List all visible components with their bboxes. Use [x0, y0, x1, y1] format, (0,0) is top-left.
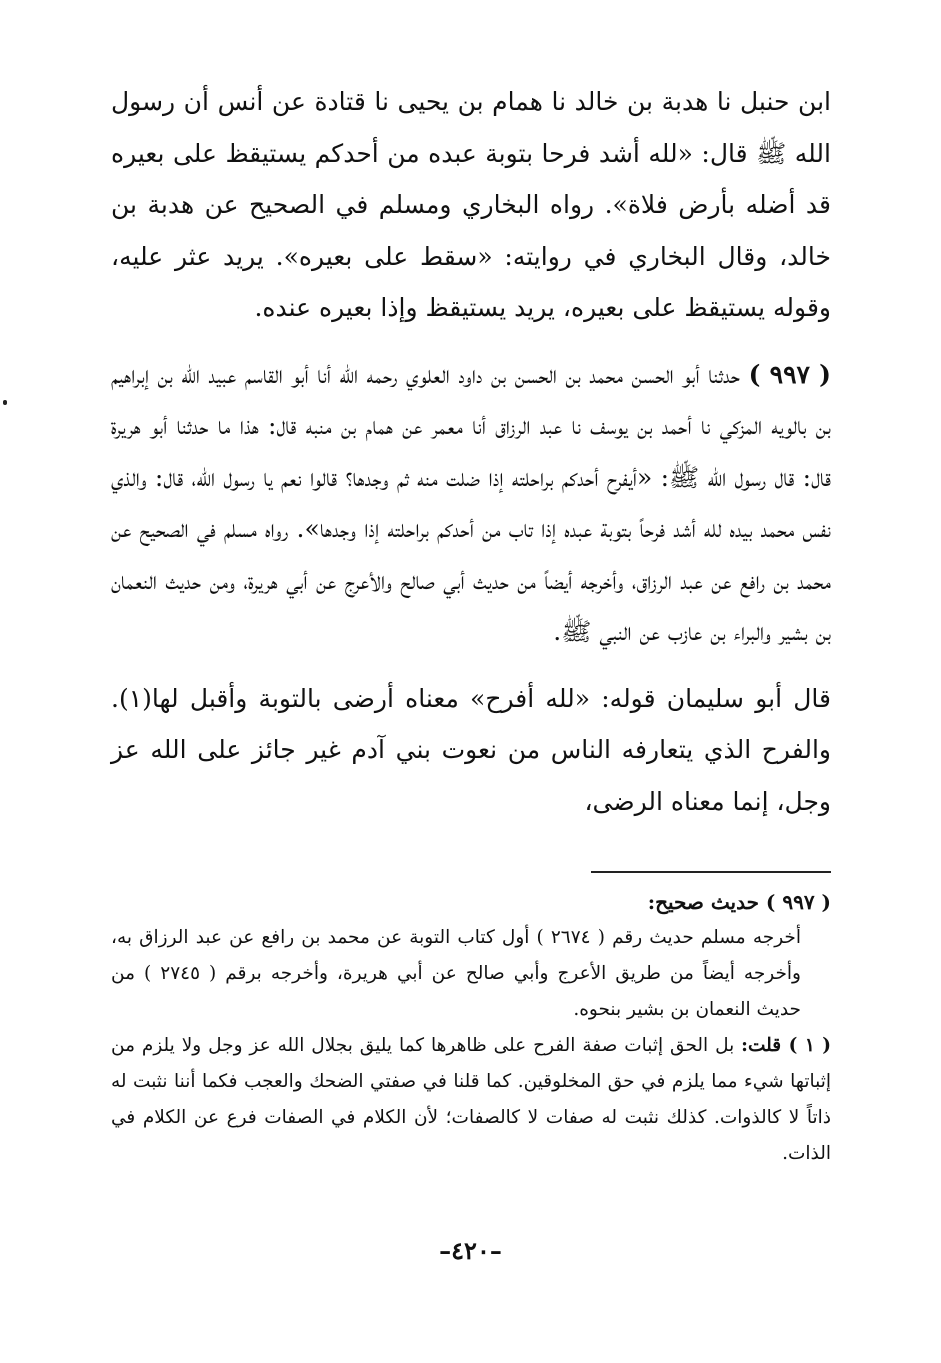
footnotes — [111, 884, 831, 1172]
main-text — [111, 76, 831, 827]
footnote-2 — [111, 1028, 831, 1172]
paragraph-1: ابن حنبل نا هدبة بن خالد نا همام بن يحيى نا قتادة عن أنس أن رسول الله ﷺ قال: «لله أشد فرحا بتوبة عبده من أحدكم يستيقظ على بعيره قد أضله بأرض فلاة». رواه البخاري ومسلم في الصحيح عن هدبة بن خالد، وقال البخاري في روايته: «سقط على بعيره». يريد عثر عليه، وقوله يستيقظ على بعيره، يريد يستيقظ وإذا بعيره عنده. — [111, 87, 831, 322]
footnote-divider — [591, 871, 831, 873]
paragraph-2 — [111, 349, 831, 658]
footnote-heading: ( ٩٩٧ ) حديث صحيح: — [647, 890, 831, 914]
paragraph-2-text: حدثنا أبو الحسن محمد بن الحسن بن داود العلوي رحمه الله أنا أبو القاسم عبيد الله بن إبراهيم بن بالويه المزكي نا أحمد بن يوسف نا عبد الرزاق أنا معمر عن همام بن منبه قال: هذا ما حدثنا أبو هريرة قال: قال رسول الله ﷺ: «أيفرح أحدكم براحلته إذا ضلت منه ثم وجدها؟ قالوا نعم يا رسول الله، قال: والذي نفس محمد بيده لله أشد فرحاً بتوبة عبده إذا تاب من أحدكم براحلته إذا وجدها». رواه مسلم في الصحيح عن محمد بن رافع عن عبد الرزاق، وأخرجه أيضاً من حديث أبي صالح والأعرج عن أبي هريرة، ومن حديث النعمان بن بشير والبراء بن عازب عن النبي ﷺ. — [111, 359, 831, 646]
footnote-1: أخرجه مسلم حديث رقم ( ٢٦٧٤ ) أول كتاب التوبة عن محمد بن رافع عن عبد الرزاق به، وأخرجه أيضاً من طريق الأعرج وأبي صالح عن أبي هريرة، وأخرجه برقم ( ٢٧٤٥ ) من حديث النعمان بن بشير بنحوه. — [111, 927, 801, 1020]
footnote-2-label: ( ١ ) قلت: — [741, 1035, 831, 1056]
paragraph-3: قال أبو سليمان قوله: «لله أفرح» معناه أرضى بالتوبة وأقبل لها(١). والفرح الذي يتعارفه الناس من نعوت بني آدم غير جائز على الله عز وجل، إنما معناه الرضى، — [111, 683, 831, 816]
page-number: –٤٢٠– — [439, 1236, 502, 1265]
scan-speck — [3, 400, 7, 405]
footnote-2-text: بل الحق إثبات صفة الفرح على ظاهرها كما يليق بجلال الله عز وجل ولا يلزم من إثباتها شيء مما يلزم في حق المخلوقين. كما قلنا في صفتي الضحك والعجب فكما أننا نثبت له ذاتاً لا كالذوات. كذلك نثبت له صفات لا كالصفات؛ لأن الكلام في الصفات فرع عن الكلام في الذات. — [111, 1035, 831, 1164]
hadith-number: ( ٩٩٧ ) — [748, 359, 831, 389]
